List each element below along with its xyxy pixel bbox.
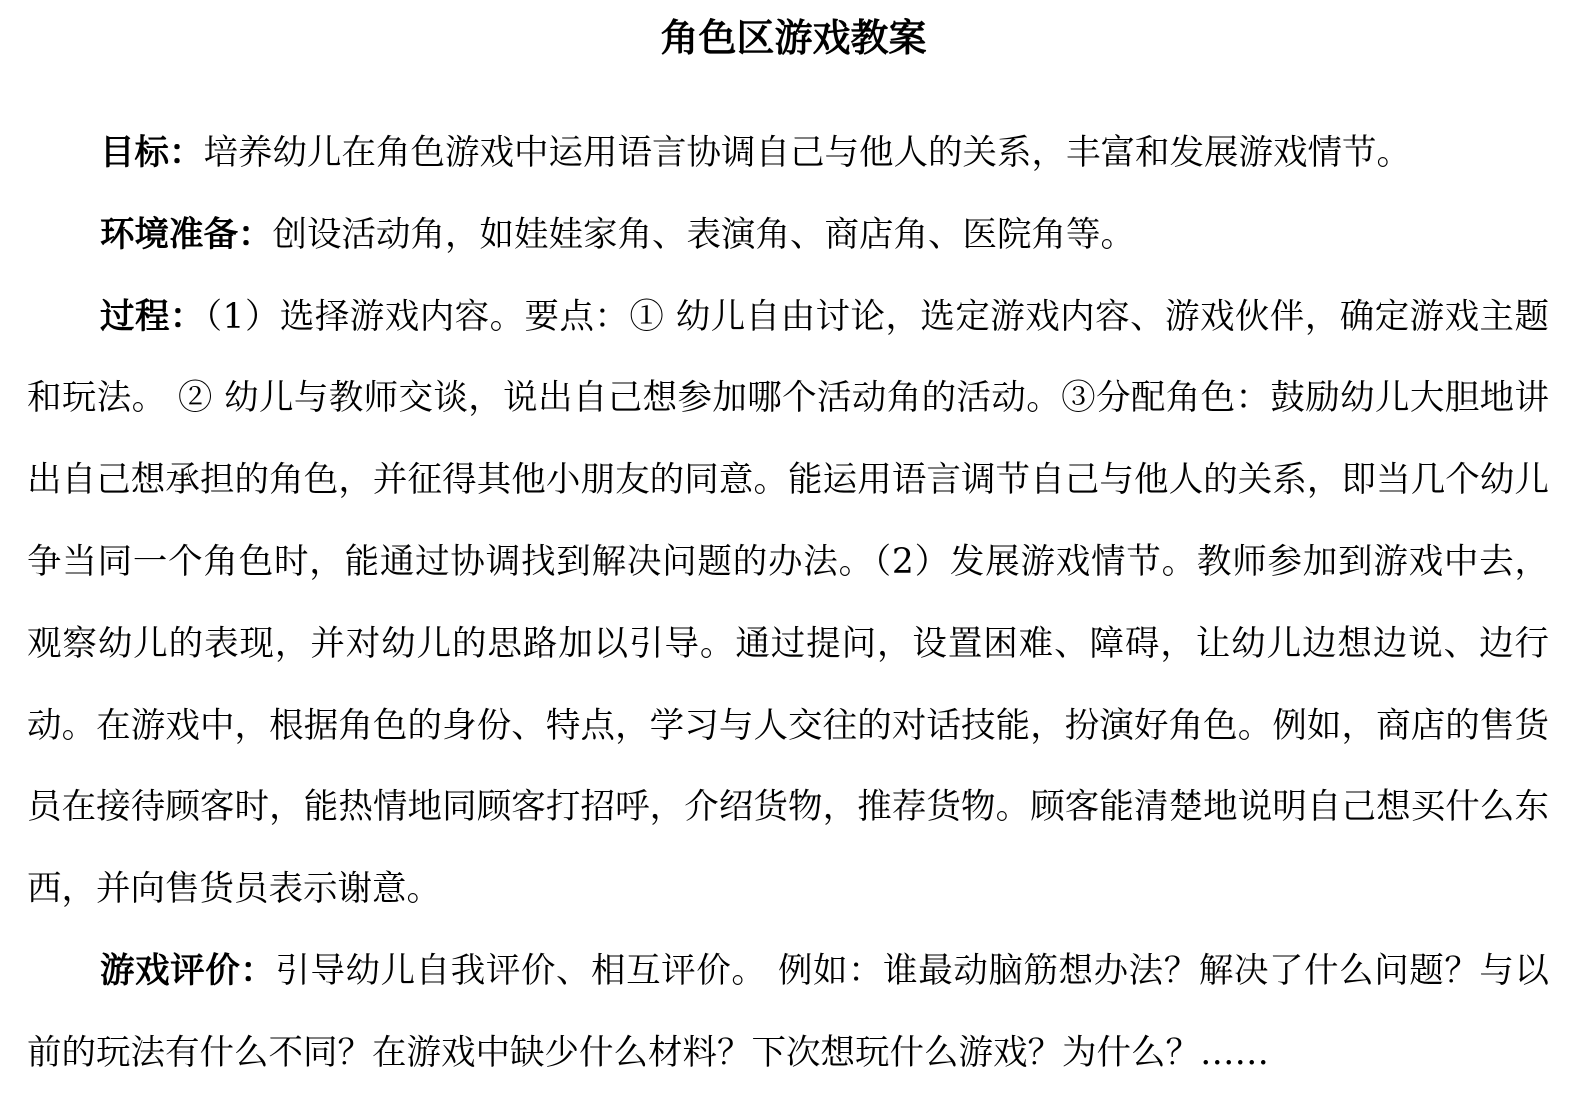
paragraph-evaluation <box>27 931 1549 1095</box>
paragraph-text: 引导幼儿自我评价、相互评价。 例如：谁最动脑筋想办法？解决了什么问题？与以前的玩法有什么不同？在游戏中缺少什么材料？下次想玩什么游戏？为什么？…… <box>27 950 1549 1073</box>
paragraph-process <box>27 277 1549 931</box>
document-body <box>27 113 1549 1095</box>
paragraph-label: 游戏评价： <box>100 950 276 991</box>
paragraph-environment <box>27 195 1549 277</box>
paragraph-label: 目标： <box>100 133 204 173</box>
document-title: 角色区游戏教案 <box>660 16 927 60</box>
paragraph-text: （1）选择游戏内容。要点：① 幼儿自由讨论，选定游戏内容、游戏伙伴，确定游戏主题和玩法。 ② 幼儿与教师交谈，说出自己想参加哪个活动角的活动。③分配角色：鼓励幼儿大胆地讲出自己想承担的角色，并征得其他小朋友的同意。能运用语言调节自己与他人的关系，即当几个幼儿争当同一个角色时，能通过协调找到解决问题的办法。（2）发展游戏情节。教师参加到游戏中去，观察幼儿的表现，并对幼儿的思路加以引导。通过提问，设置困难、障碍，让幼儿边想边说、边行动。在游戏中，根据角色的身份、特点，学习与人交往的对话技能，扮演好角色。例如，商店的售货员在接待顾客时，能热情地同顾客打招呼，介绍货物，推荐货物。顾客能清楚地说明自己想买什么东西，并向售货员表示谢意。 <box>27 296 1550 910</box>
paragraph-label: 过程： <box>100 296 205 337</box>
paragraph-label: 环境准备： <box>100 214 273 255</box>
paragraph-text: 创设活动角，如娃娃家角、表演角、商店角、医院角等。 <box>272 214 1135 255</box>
paragraph-goal <box>27 113 1549 195</box>
paragraph-text: 培养幼儿在角色游戏中运用语言协调自己与他人的关系，丰富和发展游戏情节。 <box>203 133 1411 173</box>
